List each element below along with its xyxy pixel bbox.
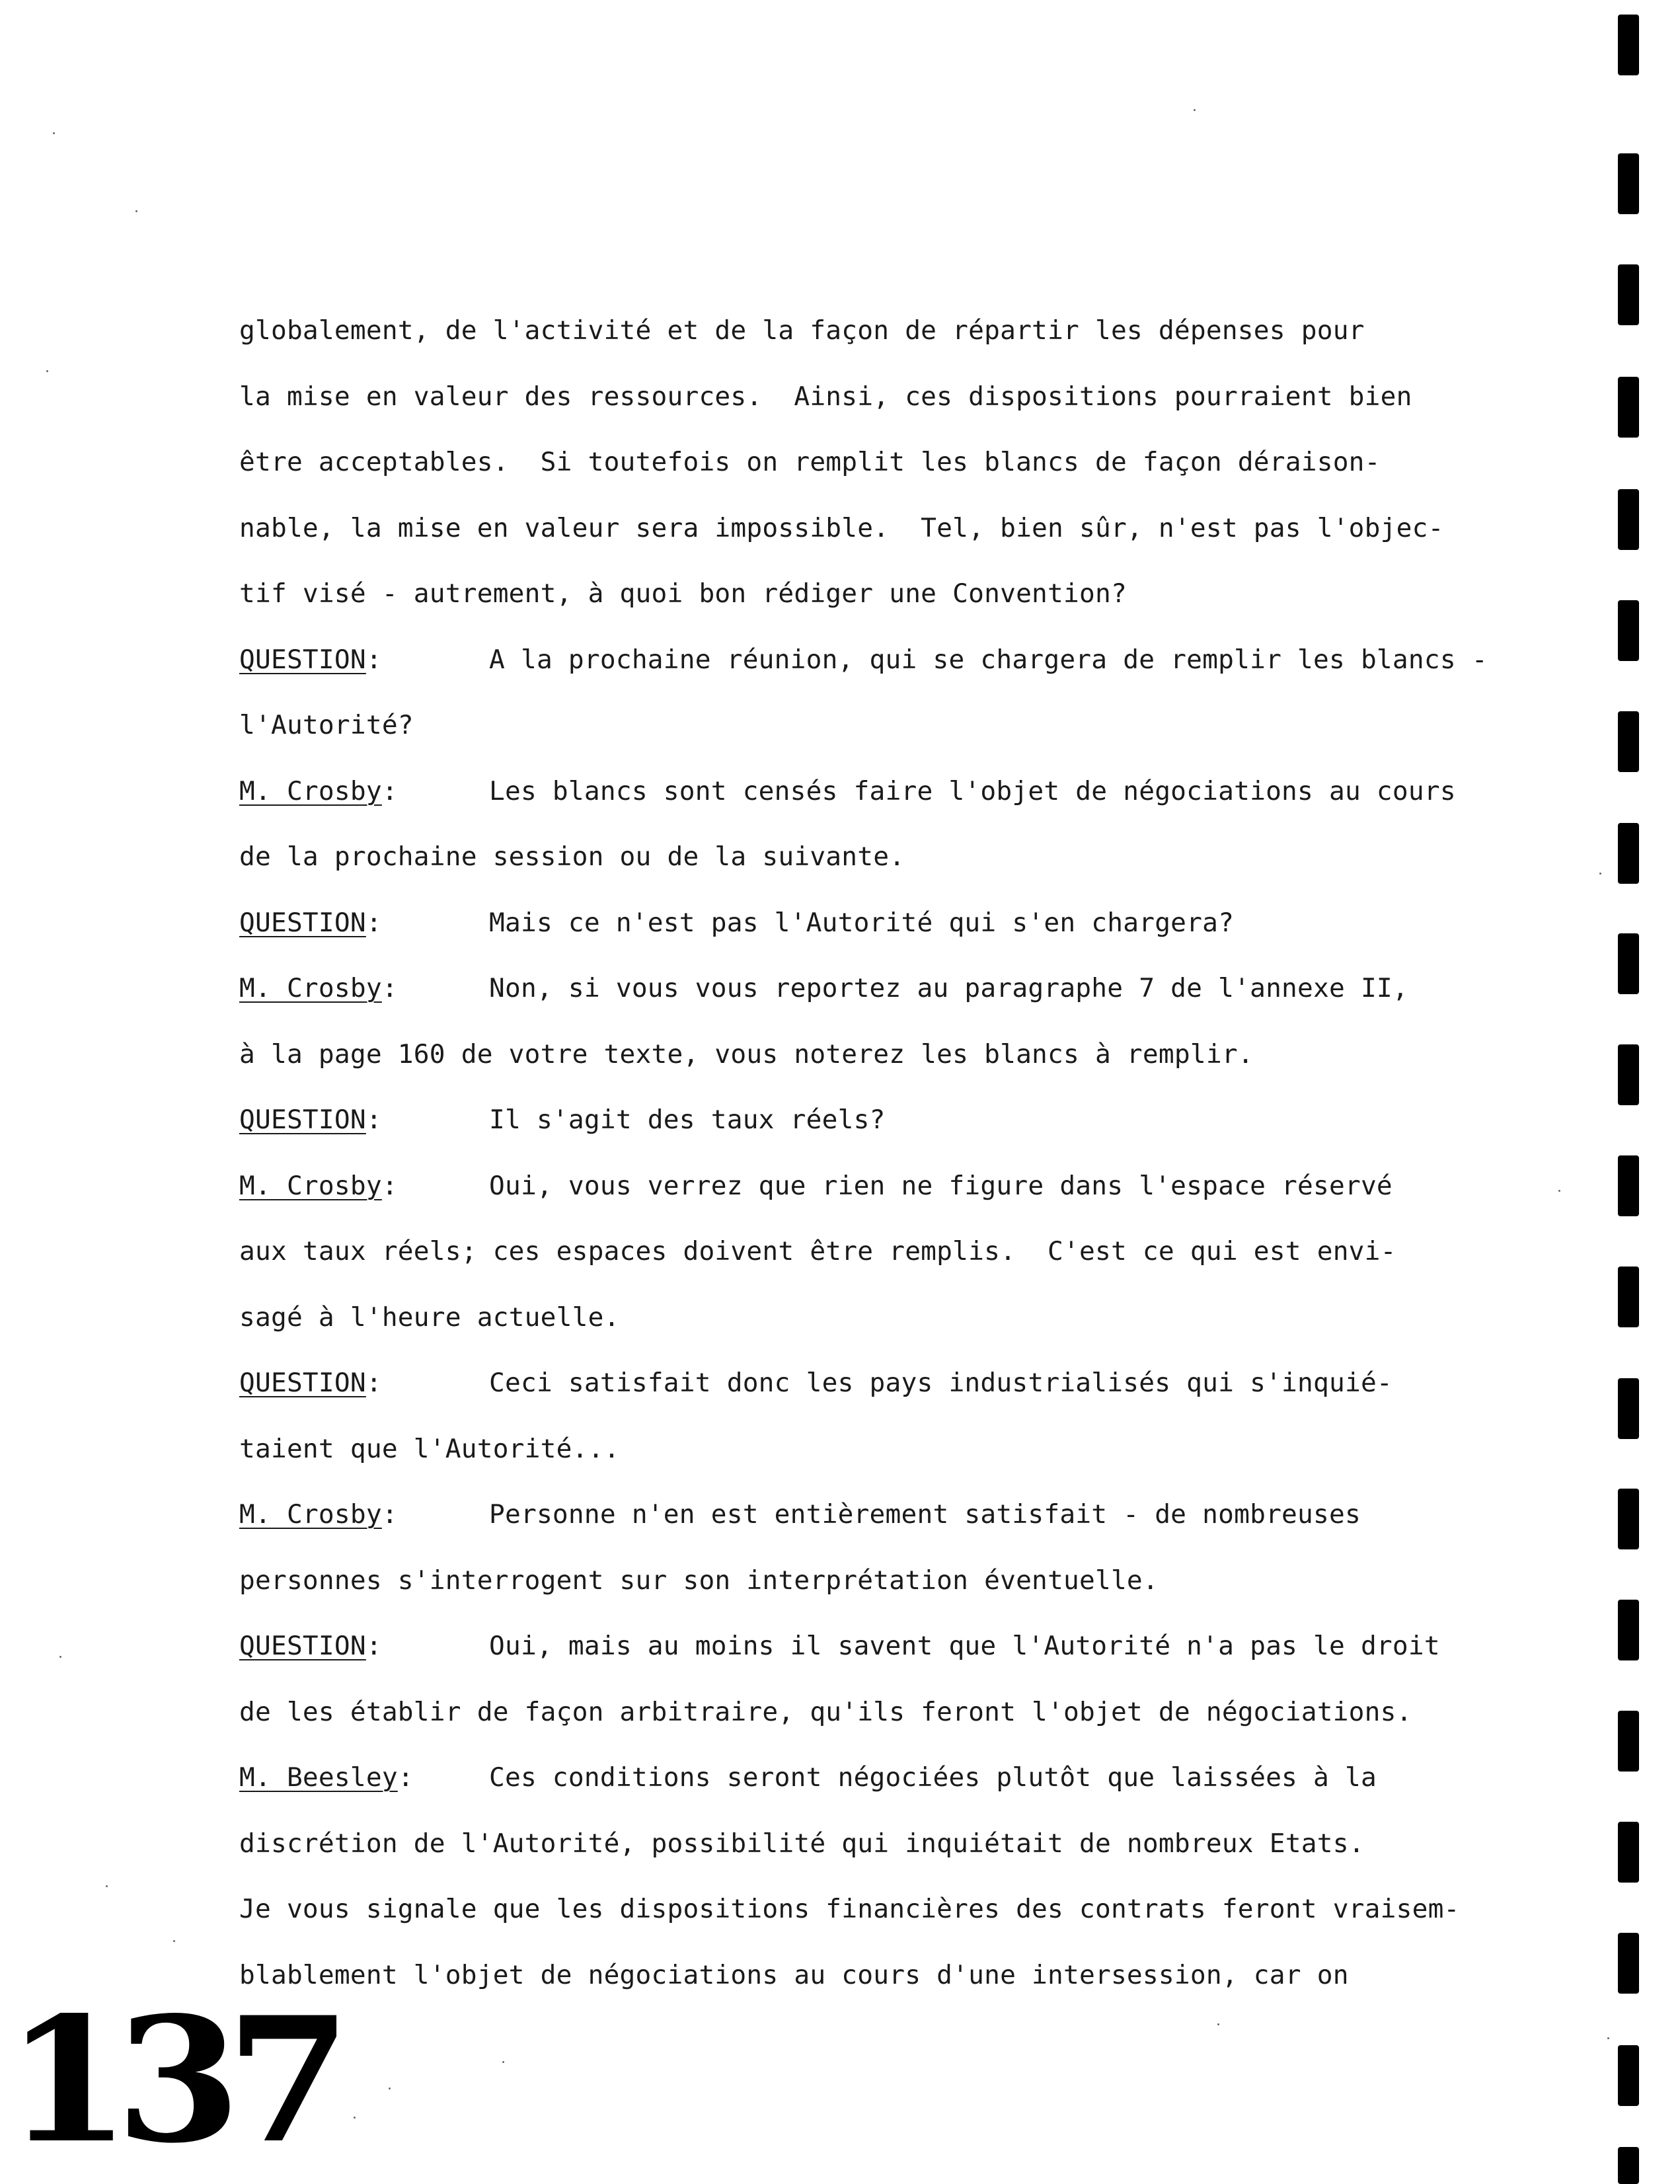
speaker-name: M. Crosby [239,1170,382,1201]
binding-mark [1618,933,1639,994]
text-line [239,377,1548,443]
line-text: Personne n'en est entièrement satisfait - de nombreuses [489,1499,1361,1530]
scan-speck [1599,873,1601,875]
speaker-colon: : [397,1762,414,1793]
dialogue-line [239,1758,1548,1824]
scan-speck [1607,2037,1609,2039]
speaker-name: M. Crosby [239,1499,382,1530]
speaker-name: QUESTION [239,907,366,938]
scan-speck [389,2087,391,2089]
text-line [239,1298,1548,1364]
speaker-label [239,1363,489,1403]
text-line [239,1561,1548,1627]
dialogue-line [239,903,1548,969]
scan-speck [1194,109,1196,111]
speaker-name: M. Beesley [239,1762,398,1793]
line-text: de la prochaine session ou de la suivante. [239,841,905,872]
binding-mark [1618,1711,1639,1772]
speaker-name: QUESTION [239,1631,366,1661]
speaker-label [239,1100,489,1140]
speaker-label [239,968,489,1008]
speaker-label [239,1626,489,1666]
dialogue-line [239,1166,1548,1232]
binding-mark [1618,1267,1639,1327]
text-line [239,1889,1548,1955]
line-text: Les blancs sont censés faire l'objet de négociations au cours [489,775,1456,806]
speaker-label [239,1758,489,1797]
binding-mark [1618,1822,1639,1883]
line-text: Ces conditions seront négociées plutôt que laissées à la [489,1762,1377,1793]
scan-speck [173,1940,175,1942]
line-text: de les établir de façon arbitraire, qu'ils feront l'objet de négociations. [239,1696,1412,1727]
dialogue-line [239,1495,1548,1561]
speaker-name: QUESTION [239,1105,366,1135]
speaker-name: M. Crosby [239,775,382,806]
line-text: blablement l'objet de négociations au cours d'une intersession, car on [239,1959,1349,1990]
binding-mark [1618,15,1639,75]
speaker-colon: : [365,1105,382,1135]
speaker-colon: : [365,644,382,675]
binding-mark [1618,2147,1639,2184]
line-text: l'Autorité? [239,710,414,740]
speaker-label [239,1495,489,1534]
line-text: taient que l'Autorité... [239,1433,620,1464]
binding-mark [1618,264,1639,325]
line-text: aux taux réels; ces espaces doivent être remplis. C'est ce qui est envi- [239,1236,1396,1267]
speaker-name: QUESTION [239,644,366,675]
speaker-label [239,1166,489,1206]
binding-mark [1618,1600,1639,1660]
scan-speck [135,210,137,212]
text-line [239,1692,1548,1758]
line-text: la mise en valeur des ressources. Ainsi, ces dispositions pourraient bien [239,381,1412,412]
line-text: à la page 160 de votre texte, vous noterez les blancs à remplir. [239,1038,1254,1070]
line-text: tif visé - autrement, à quoi bon rédiger une Convention? [239,578,1127,609]
line-text: Je vous signale que les dispositions financières des contrats feront vraisem- [239,1894,1460,1924]
page-number: 137 [5,1980,336,2181]
dialogue-line [239,1100,1548,1166]
scan-speck [53,132,55,134]
speaker-colon: : [365,907,382,938]
speaker-colon: : [381,973,398,1003]
scan-speck [354,2117,356,2119]
line-text: Oui, vous verrez que rien ne figure dans l'espace réservé [489,1170,1393,1201]
binding-mark [1618,1489,1639,1549]
binding-mark [1618,377,1639,438]
text-line [239,837,1548,903]
line-text: nable, la mise en valeur sera impossible. Tel, bien sûr, n'est pas l'objec- [239,512,1444,543]
speaker-colon: : [381,1499,398,1530]
scan-speck [1558,1190,1560,1192]
speaker-name: M. Crosby [239,973,382,1003]
text-line [239,705,1548,771]
line-text: A la prochaine réunion, qui se chargera de remplir les blancs - [489,644,1488,675]
dialogue-line [239,1626,1548,1692]
line-text: sagé à l'heure actuelle. [239,1302,620,1333]
speaker-colon: : [365,1631,382,1661]
text-line [239,574,1548,640]
dialogue-line [239,968,1548,1034]
scan-speck [1217,2023,1219,2025]
binding-mark [1618,2045,1639,2106]
text-line [239,508,1548,574]
binding-mark [1618,1933,1639,1994]
text-line [239,1824,1548,1890]
binding-mark [1618,489,1639,550]
scan-speck [46,370,48,372]
text-line [239,442,1548,508]
line-text: discrétion de l'Autorité, possibilité qui inquiétait de nombreux Etats. [239,1828,1365,1859]
line-text: Non, si vous vous reportez au paragraphe 7 de l'annexe II, [489,973,1408,1003]
binding-mark [1618,1044,1639,1105]
line-text: personnes s'interrogent sur son interprétation éventuelle. [239,1565,1159,1596]
speaker-name: QUESTION [239,1368,366,1398]
binding-marks [1618,0,1644,2184]
speaker-colon: : [381,775,398,806]
binding-mark [1618,711,1639,772]
binding-mark [1618,600,1639,661]
line-text: Ceci satisfait donc les pays industrialisés qui s'inquié- [489,1368,1393,1398]
text-line [239,311,1548,377]
line-text: globalement, de l'activité et de la façon de répartir les dépenses pour [239,315,1365,346]
transcript-body [239,311,1548,2021]
speaker-colon: : [365,1368,382,1398]
binding-mark [1618,1155,1639,1216]
speaker-label [239,903,489,943]
binding-mark [1618,1378,1639,1439]
scan-speck [106,1885,108,1887]
dialogue-line [239,640,1548,706]
text-line [239,1955,1548,2021]
speaker-colon: : [381,1170,398,1201]
text-line [239,1429,1548,1495]
line-text: être acceptables. Si toutefois on remplit les blancs de façon déraison- [239,447,1381,477]
speaker-label [239,771,489,811]
scan-speck [502,2061,504,2063]
speaker-label [239,640,489,680]
binding-mark [1618,153,1639,214]
dialogue-line [239,1363,1548,1429]
line-text: Mais ce n'est pas l'Autorité qui s'en chargera? [489,907,1235,938]
text-line [239,1231,1548,1298]
binding-mark [1618,823,1639,884]
text-line [239,1034,1548,1101]
line-text: Il s'agit des taux réels? [489,1105,886,1135]
scan-speck [59,1656,61,1658]
dialogue-line [239,771,1548,838]
line-text: Oui, mais au moins il savent que l'Autorité n'a pas le droit [489,1631,1440,1661]
